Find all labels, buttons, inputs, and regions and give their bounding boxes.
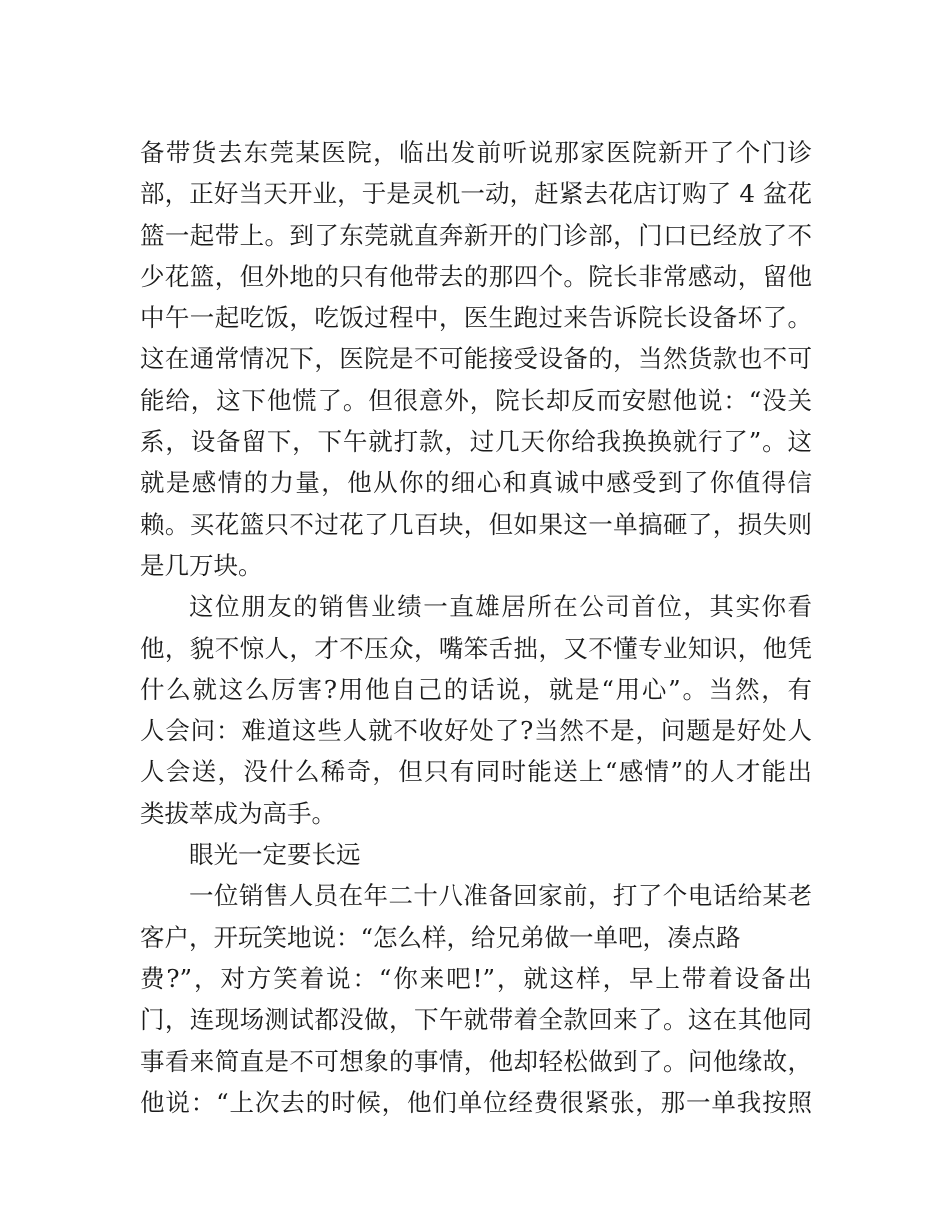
text-line: 能给，这下他慌了。但很意外，院长却反而安慰他说：“没关 [140, 385, 812, 415]
section-heading: 眼光一定要长远 [189, 840, 361, 870]
text-line: 赖。买花篮只不过花了几百块，但如果这一单搞砸了，损失则 [140, 509, 812, 539]
text-line: 系，设备留下，下午就打款，过几天你给我换换就行了”。这 [140, 427, 812, 457]
text-line: 人会问：难道这些人就不收好处了?当然不是，问题是好处人 [140, 716, 812, 746]
text-line: 中午一起吃饭，吃饭过程中，医生跑过来告诉院长设备坏了。 [140, 303, 812, 333]
document-body [140, 132, 812, 1123]
text-line: 这在通常情况下，医院是不可能接受设备的，当然货款也不可 [140, 344, 812, 374]
text-line: 篮一起带上。到了东莞就直奔新开的门诊部，门口已经放了不 [140, 220, 812, 250]
text-line: 类拔萃成为高手。 [140, 798, 336, 828]
text-line: 备带货去东莞某医院，临出发前听说那家医院新开了个门诊 [140, 138, 812, 167]
text-line: 部，正好当天开业，于是灵机一动，赶紧去花店订购了 4 盆花 [140, 179, 812, 209]
text-line: 费?”，对方笑着说：“你来吧!”，就这样，早上带着设备出 [140, 963, 812, 993]
text-line: 少花篮，但外地的只有他带去的那四个。院长非常感动，留他 [140, 261, 812, 291]
text-line: 客户，开玩笑地说：“怎么样，给兄弟做一单吧，凑点路 [140, 922, 741, 952]
text-line: 事看来简直是不可想象的事情，他却轻松做到了。问他缘故， [140, 1046, 812, 1076]
text-line: 这位朋友的销售业绩一直雄居所在公司首位，其实你看 [189, 592, 812, 622]
text-line: 就是感情的力量，他从你的细心和真诚中感受到了你值得信 [140, 468, 812, 498]
text-line: 他，貌不惊人，才不压众，嘴笨舌拙，又不懂专业知识，他凭 [140, 633, 812, 663]
text-line: 是几万块。 [140, 550, 263, 580]
text-line: 他说：“上次去的时候，他们单位经费很紧张，那一单我按照 [140, 1087, 812, 1117]
text-line: 人会送，没什么稀奇，但只有同时能送上“感情”的人才能出 [140, 757, 812, 787]
text-line: 一位销售人员在年二十八准备回家前，打了个电话给某老 [189, 881, 812, 911]
text-line: 什么就这么厉害?用他自己的话说，就是“用心”。当然，有 [140, 674, 812, 704]
text-line: 门，连现场测试都没做，下午就带着全款回来了。这在其他同 [140, 1005, 812, 1035]
